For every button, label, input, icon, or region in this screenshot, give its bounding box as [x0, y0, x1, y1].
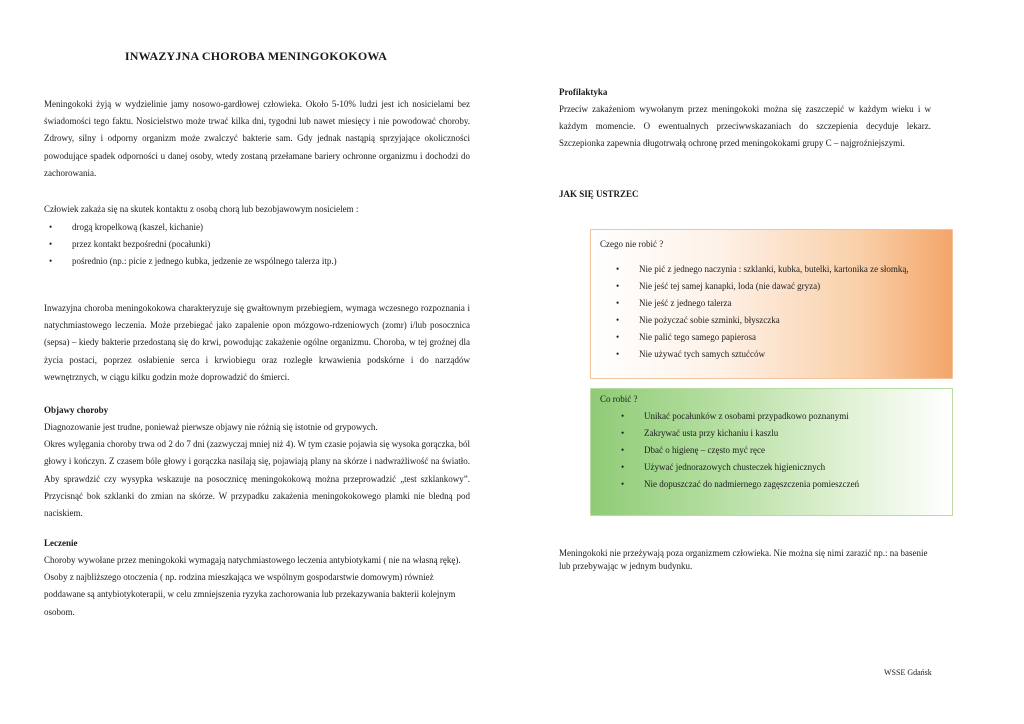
symptoms-intro: Diagnozowanie jest trudne, ponieważ pierwsze objawy nie różnią się istotnie od grypowych. — [44, 422, 378, 432]
dont-box — [590, 229, 953, 379]
footer-organization: WSSE Gdańsk — [884, 668, 932, 677]
list-item: • Nie używać tych samych sztućców — [611, 346, 951, 363]
do-box-title: Co robić ? — [600, 394, 638, 404]
list-item: • Nie palić tego samego papierosa — [611, 329, 951, 346]
list-item: • Nie jeść z jednego talerza — [611, 295, 951, 312]
list-item: • Unikać pocałunków z osobami przypadkowo poznanymi — [616, 408, 951, 425]
document-title: INWAZYJNA CHOROBA MENINGOKOKOWA — [124, 49, 388, 63]
prevention-heading: Profilaktyka — [559, 87, 608, 97]
dont-list — [611, 261, 951, 363]
infection-lead: Człowiek zakaża się na skutek kontaktu z osobą chorą lub bezobjawowym nosicielem : — [44, 204, 359, 214]
list-item: • Nie pić z jednego naczynia : szklanki, kubka, butelki, kartonika ze słomką, — [611, 261, 951, 278]
survival-note: Meningokoki nie przeżywają poza organizmem człowieka. Nie można się nimi zarazić np.: na basenie lub przebywając w jednym budynku. — [559, 548, 928, 571]
list-item: • Zakrywać usta przy kichaniu i kaszlu — [616, 425, 951, 442]
list-item: • Nie dopuszczać do nadmiernego zagęszczenia pomieszczeń — [616, 476, 951, 493]
list-item: • Używać jednorazowych chusteczek higienicznych — [616, 459, 951, 476]
symptoms-paragraph: Okres wylęgania choroby trwa od 2 do 7 dni (zazwyczaj mniej niż 4). W tym czasie pojawia się wysoka gorączka, ból głowy i kończyn. Z czasem bóle głowy i gorączka nasilają się, pojawiają plany na skórze i nadwrażliwość na światło. Aby sprawdzić czy wysypka wskazuje na posocznicę meningokokową można przeprowadzić „test szklankowy”. Przycisnąć bok szklanki do zmian na skórze. W przypadku zakażenia meningokokowego plamki nie bledną pod naciskiem. — [44, 439, 470, 519]
symptoms-section — [44, 402, 470, 522]
prevention-section — [559, 84, 931, 153]
list-item: • drogą kropelkową (kaszel, kichanie) — [44, 219, 474, 236]
treatment-heading: Leczenie — [44, 538, 78, 548]
list-item: • przez kontakt bezpośredni (pocałunki) — [44, 236, 474, 253]
course-paragraph: Inwazyjna choroba meningokokowa charakteryzuje się gwałtownym przebiegiem, wymaga wczesnego rozpoznania i natychmiastowego leczenia. Może przebiegać jako zapalenie opon mózgowo-rdzeniowych (zomr) i/lub posocznica (sepsa) – kiedy bakterie przedostaną się do krwi, powodując zakażenie ogólne organizmu. Choroba, w tej groźnej dla życia postaci, poprzez osłabienie serca i krwiobiegu oraz rozległe krwawienia podskórne i do narządów wewnętrznych, w ciągu kilku godzin może doprowadzić do śmierci. — [44, 303, 470, 382]
list-item: • pośrednio (np.: picie z jednego kubka, jedzenie ze wspólnego talerza itp.) — [44, 253, 474, 270]
infection-list — [44, 219, 474, 270]
prevention-paragraph: Przeciw zakażeniom wywołanym przez meningokoki można się zaszczepić w każdym wieku i w każdym momencie. O ewentualnych przeciwwskazaniach do szczepienia decyduje lekarz. Szczepionka zapewnia długotrwałą ochronę przed meningokokami grupy C – najgroźniejszymi. — [559, 104, 931, 149]
list-item: • Dbać o higienę – często myć ręce — [616, 442, 951, 459]
list-item: • Nie pożyczać sobie szminki, błyszczka — [611, 312, 951, 329]
treatment-paragraph: Choroby wywołane przez meningokoki wymagają natychmiastowego leczenia antybiotykami ( nie na własną rękę). Osoby z najbliższego otoczenia ( np. rodzina mieszkająca we wspólnym gospodarstwie domowym) również poddawane są antybiotykoterapii, w celu zmniejszenia ryzyka zachorowania lub przekazywania bakterii kolejnym osobom. — [44, 555, 461, 617]
list-item: • Nie jeść tej samej kanapki, loda (nie dawać gryza) — [611, 278, 951, 295]
protect-heading: JAK SIĘ USTRZEC — [559, 189, 639, 199]
infection-section — [44, 201, 474, 270]
do-box — [590, 388, 953, 516]
do-list — [616, 408, 951, 493]
symptoms-heading: Objawy choroby — [44, 405, 109, 415]
dont-box-title: Czego nie robić ? — [600, 239, 664, 249]
treatment-section — [44, 535, 470, 621]
intro-paragraph: Meningokoki żyją w wydzielinie jamy nosowo-gardłowej człowieka. Około 5-10% ludzi jest ich nosicielami bez świadomości tego faktu. Nosicielstwo może trwać kilka dni, tygodni lub nawet miesięcy i nie powodować choroby. Zdrowy, silny i odporny organizm może zwalczyć bakterie sam. Gdy jednak nastąpią sprzyjające okoliczności powodujące spadek odporności u danej osoby, wtedy zostaną przełamane bariery ochronne organizmu i dochodzi do zachorowania. — [44, 99, 470, 178]
